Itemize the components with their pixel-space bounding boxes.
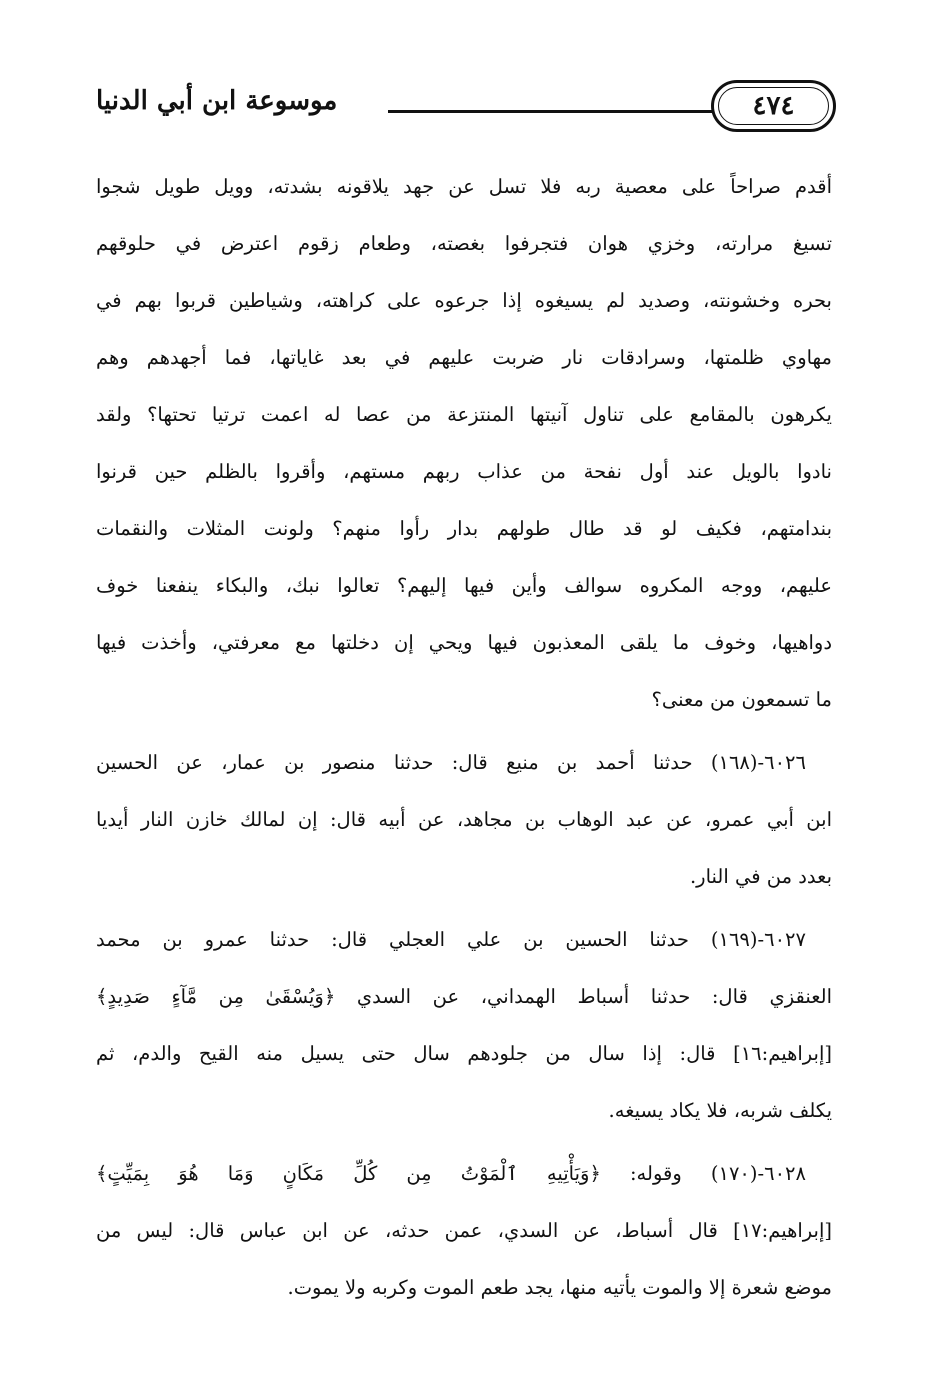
- text-line: العنقزي قال: حدثنا أسباط الهمداني، عن السدي ﴿وَيُسْقَىٰ مِن مَّآءٍ صَدِيدٍ﴾: [96, 985, 832, 1008]
- text-line: تسيغ مرارته، وخزي هوان فتجرفوا بغصته، وطعام زقوم اعترض في حلوقهم: [96, 232, 832, 255]
- text-line: ٦٠٢٧-(١٦٩) حدثنا الحسين بن علي العجلي قال: حدثنا عمرو بن محمد: [96, 928, 806, 951]
- text-line: بحره وخشونته، وصديد لم يسيغوه إذا جرعوه على كراهته، وشياطين قربوا بهم في: [96, 289, 832, 312]
- text-line: يكرهون بالمقامع على تناول آنيتها المنتزعة من عصا له اعمت ترتيا تحتها؟ ولقد: [96, 403, 832, 426]
- page-number: ٤٧٤: [752, 91, 795, 121]
- text-line: ٦٠٢٨-(١٧٠) وقوله: ﴿وَيَأْتِيهِ ٱلْمَوْتُ مِن كُلِّ مَكَانٍ وَمَا هُوَ بِمَيِّتٍ﴾: [96, 1162, 806, 1185]
- header-rule: [388, 110, 714, 113]
- text-line: مهاوي ظلمتها، وسرادقات نار ضربت عليهم في بعد غاياتها، فما أجهدهم وهم: [96, 346, 832, 369]
- text-line: عليهم، ووجه المكروه سوالف وأين فيها إليهم؟ تعالوا نبك، والبكاء ينفعنا خوف: [96, 574, 832, 597]
- text-line: ابن أبي عمرو، عن عبد الوهاب بن مجاهد، عن أبيه قال: إن لمالك خازن النار أيديا: [96, 808, 832, 831]
- book-title: موسوعة ابن أبي الدنيا: [96, 86, 338, 116]
- paragraph: [96, 734, 832, 905]
- text-line: أقدم صراحاً على معصية ربه فلا تسل عن جهد يلاقونه بشدته، وويل طويل شجوا: [96, 175, 832, 198]
- text-line: [إبراهيم:١٦] قال: إذا سال من جلودهم سال حتى يسيل منه القيح والدم، ثم: [96, 1042, 832, 1065]
- text-line: نادوا بالويل عند أول نفحة من عذاب ربهم مستهم، وأقروا بالظلم حين قرنوا: [96, 460, 832, 483]
- text-line: ٦٠٢٦-(١٦٨) حدثنا أحمد بن منيع قال: حدثنا منصور بن عمار، عن الحسين: [96, 751, 806, 774]
- text-line: موضع شعرة إلا والموت يأتيه منها، يجد طعم الموت وكربه ولا يموت.: [287, 1276, 832, 1299]
- page-body: [96, 158, 832, 1316]
- paragraph: [96, 911, 832, 1139]
- page-header: [96, 80, 836, 140]
- text-line: دواهيها، وخوف ما يلقى المعذبون فيها ويحي إن دخلتها مع معرفتي، وأخذت فيها: [96, 631, 832, 654]
- paragraph: [96, 1145, 832, 1316]
- text-line: يكلف شربه، فلا يكاد يسيغه.: [608, 1099, 832, 1122]
- text-line: ما تسمعون من معنى؟: [651, 688, 832, 711]
- text-line: [إبراهيم:١٧] قال أسباط، عن السدي، عمن حدثه، عن ابن عباس قال: ليس من: [96, 1219, 832, 1242]
- text-line: بندامتهم، فكيف لو قد طال طولهم بدار رأوا منهم؟ ولونت المثلات والنقمات: [96, 517, 832, 540]
- paragraph: [96, 158, 832, 728]
- text-line: بعدد من في النار.: [689, 865, 832, 888]
